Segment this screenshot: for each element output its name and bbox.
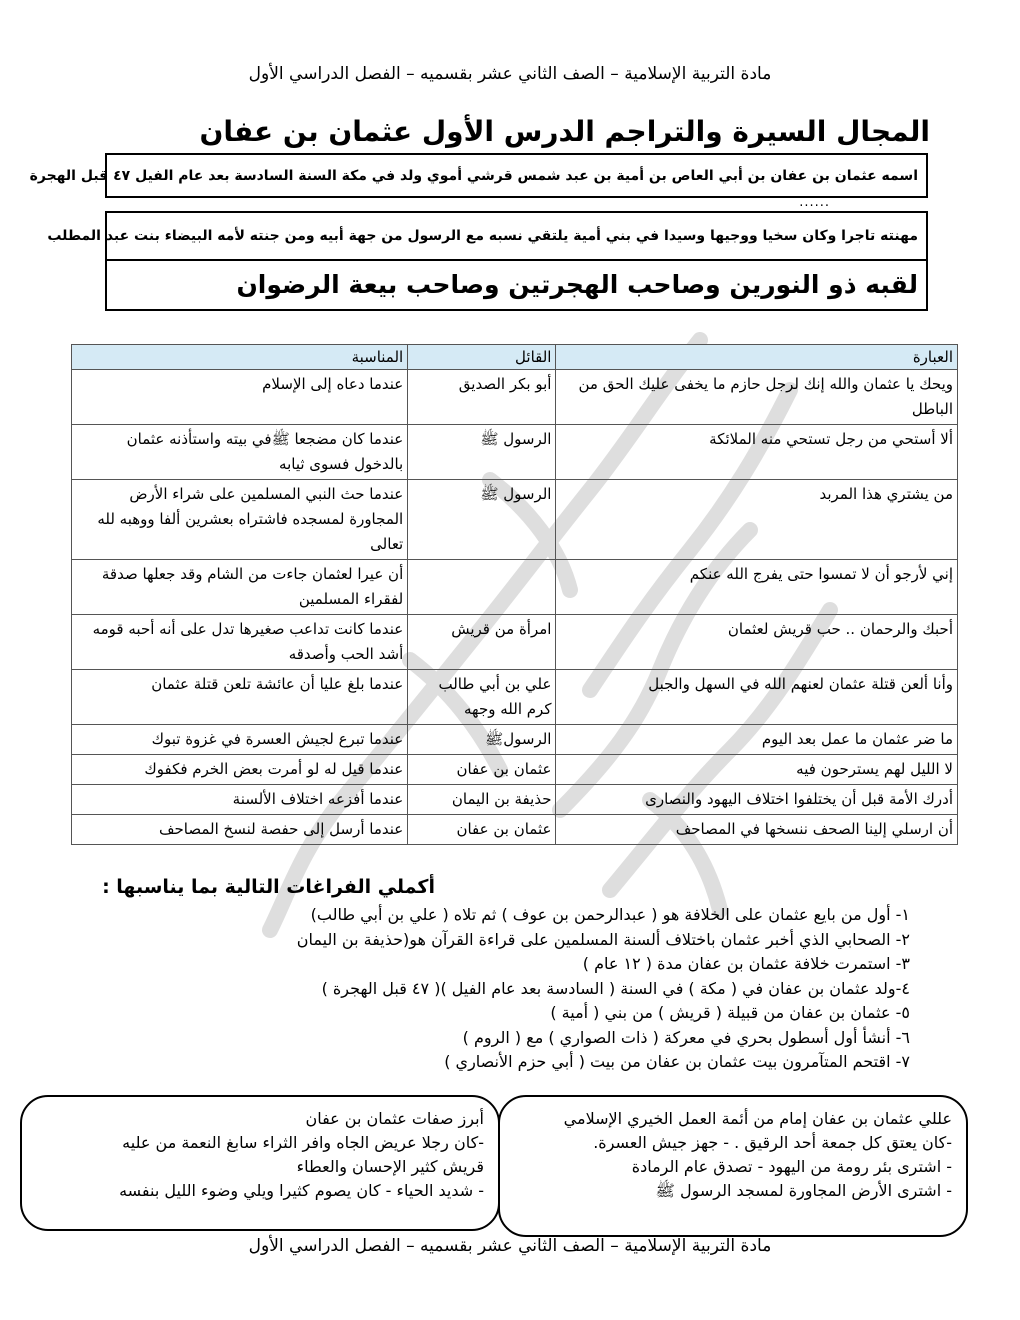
speaker-cell: الرسول ﷺ — [408, 480, 556, 560]
column-header-speaker: القائل — [408, 345, 556, 370]
list-item: ٦- أنشأ أول أسطول بحري في معركة ( ذات الصواري ) مع ( الروم ) — [462, 1027, 910, 1047]
list-item: - شديد الحياء - كان يصوم كثيرا ويلي وضوء الليل بنفسه — [119, 1181, 484, 1200]
table-header-row — [72, 345, 958, 370]
table-row — [72, 370, 958, 425]
speaker-cell: عثمان بن عفان — [408, 815, 556, 845]
page-footer: مادة التربية الإسلامية – الصف الثاني عشر بقسميه – الفصل الدراسي الأول — [248, 1236, 772, 1256]
list-item: قريش كثير الإحسان والعطاء — [296, 1157, 484, 1176]
fill-list — [110, 903, 910, 1075]
occasion-cell: عندما حث النبي المسلمين على شراء الأرض المجاورة لمسجده فاشتراه بعشرين ألفا ووهبه لله تعالى — [72, 480, 408, 560]
occasion-cell: عندما دعاه إلى الإسلام — [72, 370, 408, 425]
phrase-cell: أحبك والرحمان .. حب قريش لعثمان — [556, 615, 958, 670]
table-row — [72, 785, 958, 815]
page-title: المجال السيرة والتراجم الدرس الأول عثمان بن عفان — [199, 115, 930, 148]
table-row — [72, 670, 958, 725]
table-row — [72, 725, 958, 755]
list-item: ٣- استمرت خلافة عثمان بن عفان مدة ( ١٢ عام ) — [582, 954, 910, 973]
charity-box — [498, 1095, 968, 1237]
occasion-cell: عندما أرسل إلى حفصة لنسخ المصاحف — [72, 815, 408, 845]
list-item: ٢- الصحابي الذي أخبر عثمان باختلاف ألسنة المسلمين على قراءة القرآن هو(حذيفة بن اليمان — [296, 929, 910, 949]
speaker-cell — [408, 560, 556, 615]
phrase-cell: من يشتري هذا المربد — [556, 480, 958, 560]
occasion-cell: عندما قيل له لو أمرت بعض الخرم فكفوك — [72, 755, 408, 785]
list-item: -كان يعتق كل جمعة أحد الرقيق . - جهز جيش العسرة. — [593, 1133, 952, 1152]
traits-box — [20, 1095, 500, 1231]
speaker-cell: الرسولﷺ — [408, 725, 556, 755]
phrase-cell: أن ارسلي إلينا الصحف ننسخها في المصاحف — [556, 815, 958, 845]
speaker-cell: الرسول ﷺ — [408, 425, 556, 480]
quotes-table — [71, 344, 958, 845]
list-item: - اشترى بئر رومة من اليهود - تصدق عام الرمادة — [631, 1157, 952, 1176]
occasion-cell: عندما بلغ عليا أن عائشة تلعن قتلة عثمان — [72, 670, 408, 725]
traits-box-title: أبرز صفات عثمان بن عفان — [305, 1109, 484, 1128]
info-box-name: اسمه عثمان بن عفان بن أبي العاص بن أمية بن عبد شمس قرشي أموي ولد في مكة السنة السادسة بعد عام الفيل ٤٧ قبل الهجرة — [105, 153, 928, 198]
fill-section-title: أكملي الفراغات التالية بما يناسبها : — [102, 876, 435, 898]
list-item: ٥- عثمان بن عفان من قبيلة ( قريش ) من بني ( أمية ) — [550, 1003, 910, 1022]
phrase-cell: ألا أستحي من رجل تستحي منه الملائكة — [556, 425, 958, 480]
table-row — [72, 560, 958, 615]
table-row — [72, 815, 958, 845]
speaker-cell: عثمان بن عفان — [408, 755, 556, 785]
phrase-cell: أدرك الأمة قبل أن يختلفوا اختلاف اليهود والنصارى — [556, 785, 958, 815]
occasion-cell: عندما كانت تداعب صغيرها تدل على أنه أحبه قومه أشد الحب وأصدقه — [72, 615, 408, 670]
info-box-title: لقبه ذو النورين وصاحب الهجرتين وصاحب بيعة الرضوان — [105, 261, 928, 311]
phrase-cell: ما ضر عثمان ما عمل بعد اليوم — [556, 725, 958, 755]
phrase-cell: ويحك يا عثمان والله إنك لرجل حازم ما يخفى عليك الحق من الباطل — [556, 370, 958, 425]
table-row — [72, 615, 958, 670]
occasion-cell: عندما تبرع لجيش العسرة في غزوة تبوك — [72, 725, 408, 755]
charity-box-title: عللي عثمان بن عفان إمام من أئمة العمل الخيري الإسلامي — [563, 1109, 952, 1128]
page-header: مادة التربية الإسلامية – الصف الثاني عشر بقسميه – الفصل الدراسي الأول — [248, 64, 772, 84]
speaker-cell: علي بن أبي طالب كرم الله وجهه — [408, 670, 556, 725]
dots: ...... — [799, 195, 830, 210]
phrase-cell: إني لأرجو أن لا تمسوا حتى يفرج الله عنكم — [556, 560, 958, 615]
table-row — [72, 755, 958, 785]
list-item: ٤-ولد عثمان بن عفان في ( مكة ) في السنة ( السادسة بعد عام الفيل )( ٤٧ قبل الهجرة ) — [321, 978, 910, 998]
speaker-cell: امرأة من قريش — [408, 615, 556, 670]
info-box-profession: مهنته تاجرا وكان سخيا ووجيها وسيدا في بني أمية يلتقي نسبه مع الرسول من جهة أبيه ومن جنته لأمه البيضاء بنت عبد المطلب — [105, 211, 928, 261]
table-row — [72, 480, 958, 560]
phrase-cell: وأنا ألعن قتلة عثمان لعنهم الله في السهل والجبل — [556, 670, 958, 725]
list-item: ٧- اقتحم المتآمرون بيت عثمان بن عفان من بيت ( أبي حزم الأنصاري ) — [444, 1052, 910, 1071]
speaker-cell: حذيفة بن اليمان — [408, 785, 556, 815]
phrase-cell: لا الليل لهم يسترحون فيه — [556, 755, 958, 785]
list-item: ١- أول من بايع عثمان على الخلافة هو ( عبدالرحمن بن عوف ) ثم تلاه ( علي بن أبي طالب) — [310, 905, 910, 924]
table-row — [72, 425, 958, 480]
list-item: - اشترى الأرض المجاورة لمسجد الرسول ﷺ — [655, 1181, 952, 1200]
occasion-cell: عندما كان مضجعا ﷺفي بيته واستأذنه عثمان بالدخول فسوى ثيابه — [72, 425, 408, 480]
column-header-occasion: المناسبة — [72, 345, 408, 370]
list-item: -كان رجلا عريض الجاه وافر الثراء سابغ النعمة من عليه — [122, 1133, 484, 1152]
occasion-cell: أن عيرا لعثمان جاءت من الشام وقد جعلها صدقة لفقراء المسلمين — [72, 560, 408, 615]
occasion-cell: عندما أفزعه اختلاف الألسنة — [72, 785, 408, 815]
column-header-phrase: العبارة — [556, 345, 958, 370]
speaker-cell: أبو بكر الصديق — [408, 370, 556, 425]
